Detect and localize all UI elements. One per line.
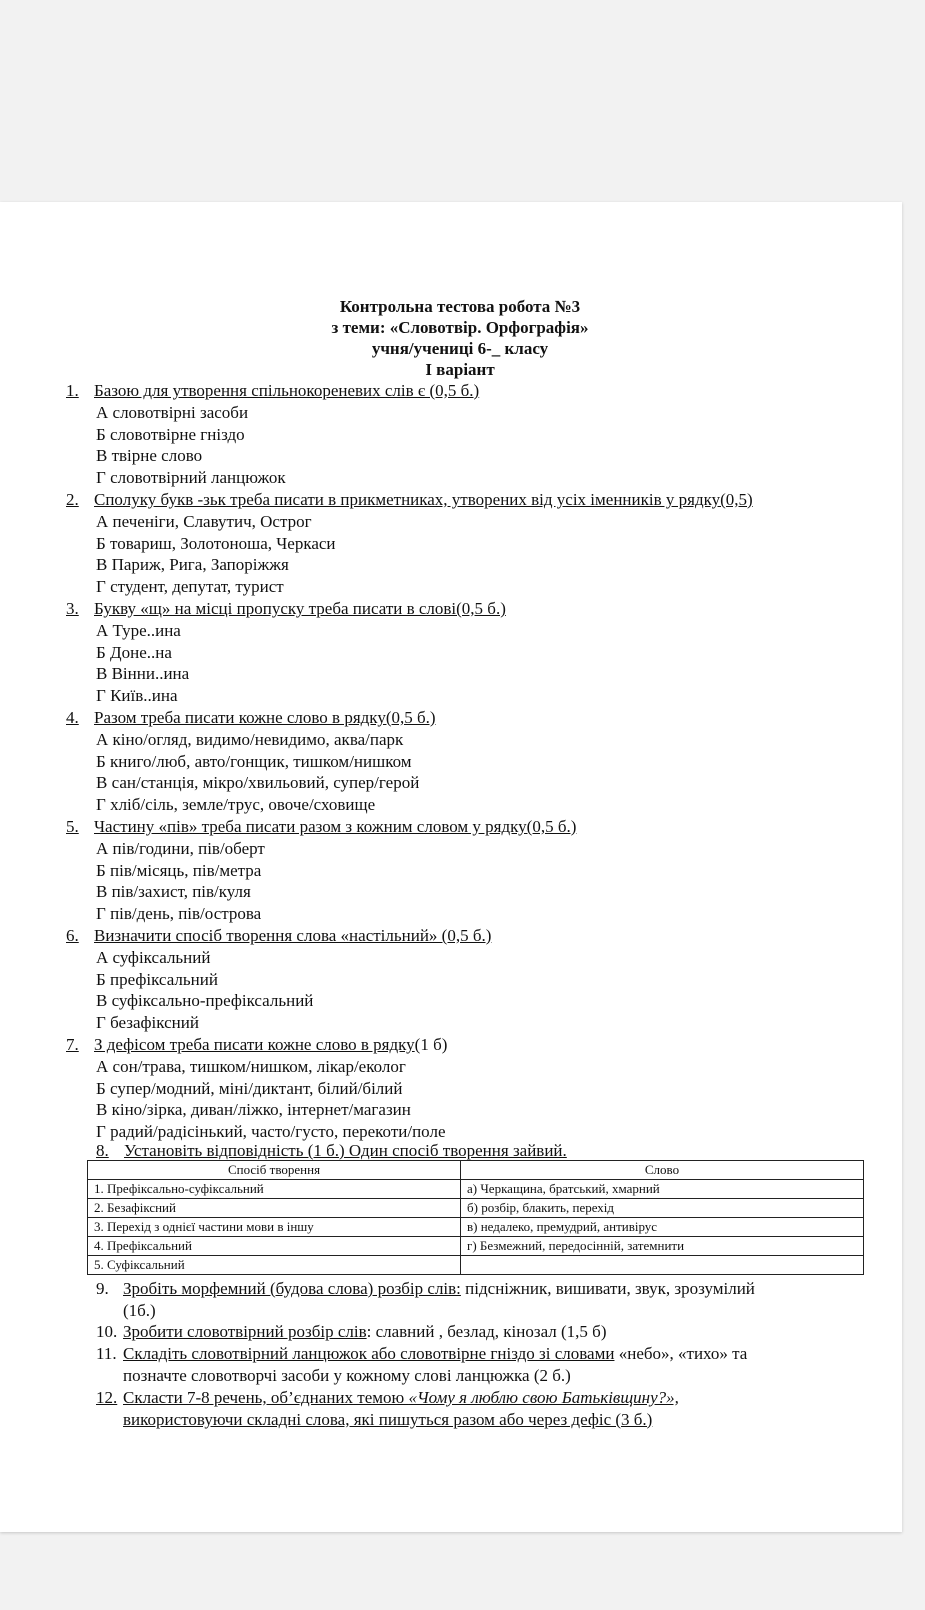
question-words: «небо», «тихо» та (614, 1344, 748, 1364)
question-8 (66, 1140, 906, 1160)
answer-option: Б префіксальний (96, 969, 218, 989)
table-header-row (88, 1160, 864, 1179)
question-text: Базою для утворення спільнокореневих слів є (0,5 б.) (94, 381, 480, 400)
question-4 (66, 707, 906, 729)
table-row (88, 1236, 864, 1255)
table-row (88, 1179, 864, 1198)
question-3 (66, 598, 906, 620)
table-cell-method: 2. Безафіксний (88, 1198, 461, 1217)
table-cell-words: г) Безмежний, передосінній, затемнити (461, 1236, 864, 1255)
table-row (88, 1198, 864, 1217)
question-text-wrap (123, 1321, 906, 1343)
answer-option: Г хліб/сіль, земле/трус, овоче/сховище (96, 795, 376, 815)
document-page (0, 202, 902, 1532)
question-text: Складіть словотвірний ланцюжок або словотвірне гніздо зі словами (123, 1344, 615, 1364)
answer-option: В кіно/зірка, диван/ліжко, інтернет/магазин (96, 1100, 411, 1120)
question-number: 7. (66, 1034, 79, 1054)
question-text-wrap (123, 1343, 906, 1387)
question-number: 2. (66, 489, 79, 509)
variant-label: І варіант (425, 360, 495, 379)
table-cell-words: в) недалеко, премудрий, антивірус (461, 1217, 864, 1236)
question-1 (66, 380, 906, 402)
document-header (0, 296, 920, 380)
question-number: 12. (96, 1387, 118, 1407)
question-number: 5. (66, 816, 79, 836)
answer-option: В Вінни..ина (96, 664, 190, 684)
student-line: учня/учениці 6-_ класу (371, 339, 549, 358)
question-text: Зробити словотвірний розбір слів (123, 1322, 367, 1342)
question-6 (66, 925, 906, 947)
question-text: Установіть відповідність (1 б.) Один спосіб творення зайвий. (124, 1140, 567, 1160)
question-text: Букву «щ» на місці пропуску треба писати в слові(0,5 б.) (94, 598, 506, 618)
question-12 (96, 1387, 906, 1431)
question-text: Сполуку букв -зьк треба писати в прикметниках, утворених від усіх іменників у рядку(0,5) (94, 489, 753, 509)
answer-option: Г пів/день, пів/острова (96, 904, 262, 924)
answer-option: А печеніги, Славутич, Острог (96, 511, 312, 531)
table-cell-method: 4. Префіксальний (88, 1236, 461, 1255)
table-cell-words: б) розбір, блакить, перехід (461, 1198, 864, 1217)
question-text: Скласти 7-8 речень, об’єднаних темою (123, 1387, 409, 1407)
column-header-word: Слово (461, 1160, 864, 1179)
answer-option: Б супер/модний, міні/диктант, білий/білий (96, 1078, 403, 1098)
question-9 (96, 1278, 906, 1322)
answer-option: А сон/трава, тишком/нишком, лікар/еколог (96, 1056, 406, 1076)
test-title: Контрольна тестова робота №3 (339, 297, 581, 316)
answer-option: В сан/станція, мікро/хвильовий, супер/герой (96, 773, 420, 793)
table-row (88, 1255, 864, 1274)
open-questions (66, 1278, 906, 1431)
question-2 (66, 489, 906, 511)
table-cell-words: а) Черкащина, братський, хмарний (461, 1179, 864, 1198)
question-number: 9. (96, 1278, 109, 1298)
test-topic: з теми: «Словотвір. Орфографія» (331, 318, 589, 337)
question-number: 4. (66, 707, 79, 727)
answer-option: Б книго/люб, авто/гонщик, тишком/нишком (96, 751, 412, 771)
answer-option: Г Київ..ина (96, 686, 178, 706)
table-row (88, 1217, 864, 1236)
question-text: Визначити спосіб творення слова «настільний» (0,5 б.) (94, 925, 492, 945)
question-text: Частину «пів» треба писати разом з кожним словом у рядку(0,5 б.) (94, 816, 577, 836)
question-number: 3. (66, 598, 79, 618)
question-text: Разом треба писати кожне слово в рядку(0,5 б.) (94, 707, 436, 727)
answer-option: А суфіксальний (96, 947, 211, 967)
question-number: 11. (96, 1344, 117, 1364)
question-words: : славний , безлад, кінозал (1,5 б) (366, 1322, 607, 1342)
answer-option: В твірне слово (96, 446, 203, 466)
question-text: З дефісом треба писати кожне слово в рядку (94, 1034, 415, 1054)
question-text: Зробіть морфемний (будова слова) розбір слів: (123, 1278, 461, 1298)
answer-option: А пів/години, пів/оберт (96, 838, 265, 858)
answer-option: Г безафіксний (96, 1013, 199, 1033)
answer-option: Г студент, депутат, турист (96, 577, 284, 597)
table-cell-method: 3. Перехід з однієї частини мови в іншу (88, 1217, 461, 1236)
question-list (66, 380, 906, 1430)
question-11 (96, 1343, 906, 1387)
answer-option: Б Доне..на (96, 642, 172, 662)
answer-option: В пів/захист, пів/куля (96, 882, 251, 902)
question-number: 8. (96, 1140, 109, 1160)
answer-option: Г радий/радісінький, часто/густо, перекоти/поле (96, 1122, 446, 1142)
answer-option: В суфіксально-префіксальний (96, 991, 314, 1011)
question-text-wrap (123, 1278, 906, 1322)
question-number: 6. (66, 925, 79, 945)
answer-option: А словотвірні засоби (96, 402, 249, 422)
table-cell-method: 5. Суфіксальний (88, 1255, 461, 1274)
answer-option: А кіно/огляд, видимо/невидимо, аква/парк (96, 729, 404, 749)
questions-1-6 (66, 380, 906, 1034)
table-cell-method: 1. Префіксально-суфіксальний (88, 1179, 461, 1198)
matching-table (87, 1160, 864, 1275)
question-text-wrap (123, 1387, 906, 1431)
answer-option: Б товариш, Золотоноша, Черкаси (96, 533, 336, 553)
question-5 (66, 816, 906, 838)
answer-option: А Туре..ина (96, 620, 181, 640)
question-7 (66, 1034, 906, 1056)
table-cell-words (461, 1255, 864, 1274)
question-continuation: використовуючи складні слова, які пишуться разом або через дефіс (3 б.) (123, 1409, 653, 1429)
answer-option: В Париж, Рига, Запоріжжя (96, 555, 289, 575)
question-points: (1 б) (414, 1034, 448, 1054)
essay-topic: «Чому я люблю свою Батьківщину?», (408, 1387, 679, 1407)
question-number: 10. (96, 1322, 118, 1342)
column-header-method: Спосіб творення (88, 1160, 461, 1179)
question-continuation: позначте словотворчі засоби у кожному слові ланцюжка (2 б.) (123, 1366, 571, 1386)
answer-option: Б пів/місяць, пів/метра (96, 860, 262, 880)
question-number: 1. (66, 381, 79, 400)
question-points: (1б.) (123, 1300, 156, 1320)
answer-option: Г словотвірний ланцюжок (96, 468, 286, 488)
question-10 (96, 1321, 906, 1343)
answer-option: Б словотвірне гніздо (96, 424, 245, 444)
question-words: підсніжник, вишивати, звук, зрозумілий (460, 1278, 755, 1298)
